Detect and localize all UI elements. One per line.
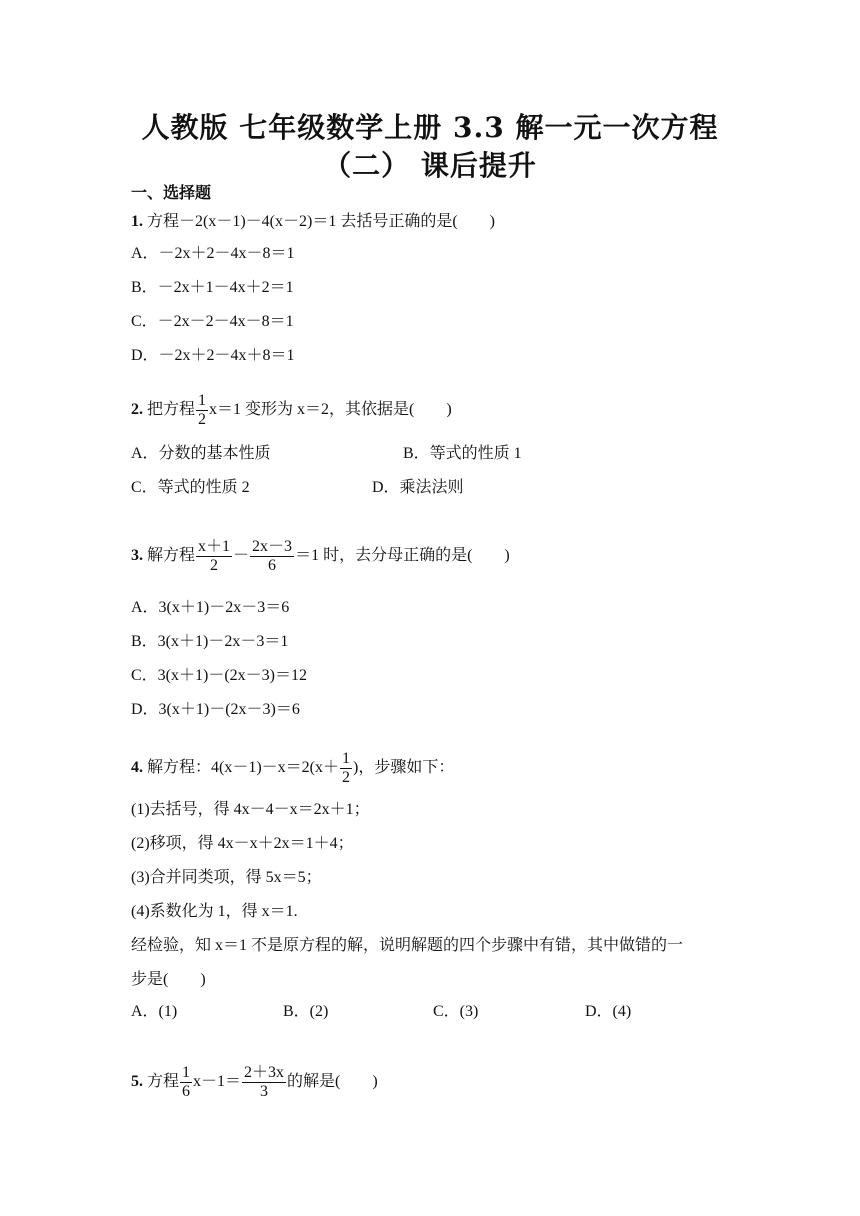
question-text-mid: x－1＝ bbox=[193, 1073, 242, 1091]
question-text-post: x＝1 变形为 x＝2，其依据是( ) bbox=[209, 401, 452, 419]
question-number: 4. bbox=[131, 759, 143, 777]
question-4 bbox=[131, 750, 454, 787]
question-number: 2. bbox=[131, 401, 143, 419]
fraction-2 bbox=[250, 538, 294, 575]
fraction-denominator: 6 bbox=[268, 557, 277, 574]
q4-step-4: (4)系数化为 1，得 x＝1. bbox=[131, 903, 298, 920]
fraction-1 bbox=[196, 538, 232, 575]
q4-option-b: B．(2) bbox=[283, 1003, 329, 1020]
fraction-numerator: 2x－3 bbox=[252, 538, 293, 555]
q2-option-d: D．乘法法则 bbox=[372, 479, 464, 496]
question-text-post: )，步骤如下： bbox=[353, 759, 455, 777]
minus-sign: － bbox=[233, 547, 250, 565]
q4-option-a: A．(1) bbox=[131, 1003, 178, 1020]
q2-option-b: B．等式的性质 1 bbox=[403, 445, 522, 462]
question-number: 5. bbox=[131, 1073, 143, 1091]
question-number: 1. bbox=[131, 213, 143, 230]
fraction bbox=[196, 392, 208, 429]
fraction-denominator: 3 bbox=[260, 1083, 269, 1100]
q4-step-1: (1)去括号，得 4x－4－x＝2x＋1； bbox=[131, 801, 370, 818]
fraction-numerator: 1 bbox=[198, 392, 207, 409]
fraction-numerator: 1 bbox=[182, 1064, 191, 1081]
question-text-post: ＝1 时，去分母正确的是( ) bbox=[295, 547, 510, 565]
fraction-1 bbox=[180, 1064, 192, 1101]
question-number: 3. bbox=[131, 547, 143, 565]
fraction-denominator: 6 bbox=[182, 1083, 191, 1100]
q1-option-c: C．－2x－2－4x－8＝1 bbox=[131, 313, 294, 330]
q3-option-a: A．3(x＋1)－2x－3＝6 bbox=[131, 599, 290, 616]
question-text-pre: 解方程：4(x－1)－x＝2(x＋ bbox=[147, 759, 339, 777]
q1-option-d: D．－2x＋2－4x＋8＝1 bbox=[131, 347, 295, 364]
q2-option-a: A．分数的基本性质 bbox=[131, 445, 271, 462]
fraction-numerator: x＋1 bbox=[198, 538, 231, 555]
q4-note-line2: 步是( ) bbox=[131, 971, 206, 988]
q4-step-2: (2)移项，得 4x－x＋2x＝1＋4； bbox=[131, 835, 354, 852]
fraction-denominator: 2 bbox=[210, 557, 219, 574]
question-text-pre: 解方程 bbox=[147, 547, 196, 565]
q1-option-a: A．－2x＋2－4x－8＝1 bbox=[131, 245, 295, 262]
section-heading: 一、选择题 bbox=[131, 183, 212, 202]
fraction bbox=[340, 750, 352, 787]
document-title-line1: 人教版 七年级数学上册 3.3 解一元一次方程 bbox=[141, 111, 719, 144]
q1-option-b: B．－2x＋1－4x＋2＝1 bbox=[131, 279, 294, 296]
question-5 bbox=[131, 1064, 378, 1101]
question-text-pre: 把方程 bbox=[147, 401, 196, 419]
fraction-2 bbox=[242, 1064, 286, 1101]
question-1 bbox=[131, 212, 495, 232]
q4-option-d: D．(4) bbox=[585, 1003, 632, 1020]
q4-step-3: (3)合并同类项，得 5x＝5； bbox=[131, 869, 322, 886]
fraction-numerator: 1 bbox=[342, 750, 350, 767]
fraction-denominator: 2 bbox=[198, 411, 207, 428]
document-title-line2: （二） 课后提升 bbox=[323, 149, 537, 182]
question-3 bbox=[131, 538, 510, 575]
question-text-post: 的解是( ) bbox=[287, 1073, 378, 1091]
q4-note-line1: 经检验，知 x＝1 不是原方程的解，说明解题的四个步骤中有错，其中做错的一 bbox=[131, 937, 684, 954]
q2-option-c: C．等式的性质 2 bbox=[131, 479, 250, 496]
q3-option-d: D．3(x＋1)－(2x－3)＝6 bbox=[131, 701, 300, 718]
question-text: 方程－2(x－1)－4(x－2)＝1 去括号正确的是( ) bbox=[147, 213, 495, 230]
q4-option-c: C．(3) bbox=[433, 1003, 479, 1020]
question-2 bbox=[131, 392, 452, 429]
question-text-pre: 方程 bbox=[147, 1073, 180, 1091]
q3-option-c: C．3(x＋1)－(2x－3)＝12 bbox=[131, 667, 307, 684]
fraction-numerator: 2＋3x bbox=[244, 1064, 285, 1081]
fraction-denominator: 2 bbox=[342, 769, 350, 786]
q3-option-b: B．3(x＋1)－2x－3＝1 bbox=[131, 633, 289, 650]
